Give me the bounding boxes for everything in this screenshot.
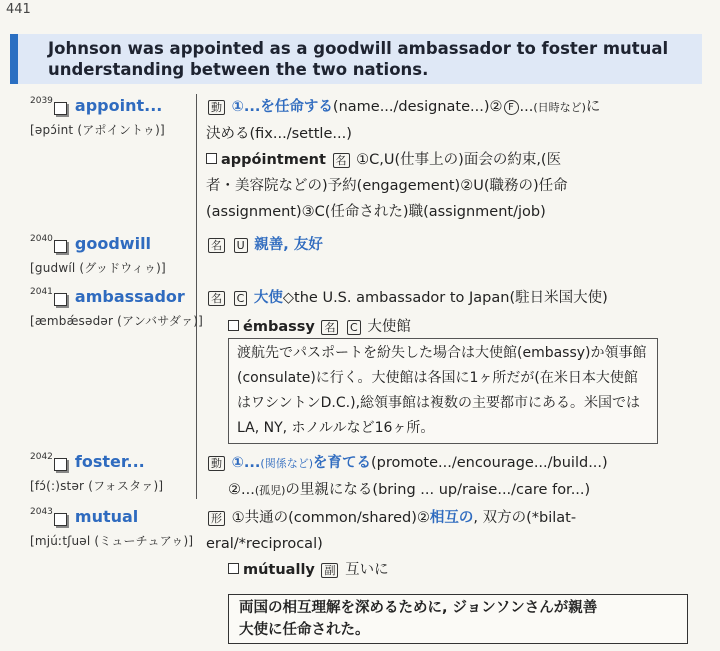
derivative-meaning-2: 者・美容院などの)予約(engagement)②U(職務の)任命 <box>206 178 568 194</box>
headword: appoint... <box>74 96 163 115</box>
entry-goodwill <box>30 234 166 276</box>
entry-number: 2041 <box>30 287 53 297</box>
example-sentence-banner <box>10 34 702 84</box>
meaning-2: の里親になる(bring ... up/raise.../care for...) <box>285 482 591 498</box>
entry-mutual <box>30 507 193 549</box>
pronunciation: [əpɔ́int (アポイントゥ)] <box>30 123 165 137</box>
meaning-1: ①共通の(common/shared)② <box>231 510 430 526</box>
checkbox-icon[interactable] <box>54 458 67 471</box>
pos-badge: 副 <box>321 563 338 578</box>
definition-appoint <box>206 94 706 225</box>
meaning-1: ①...を任命する <box>231 99 333 115</box>
entry-number: 2039 <box>30 96 53 106</box>
label-badge: U <box>234 238 248 253</box>
meaning-2-end: に <box>585 99 601 115</box>
definition-foster <box>206 450 706 504</box>
headword: ambassador <box>74 287 185 306</box>
meaning-2: 相互の <box>429 510 474 526</box>
synonyms-1: (promote.../encourage.../build...) <box>371 455 608 471</box>
pronunciation: [fɔ́(:)stər (フォスタァ)] <box>30 479 164 493</box>
note-small: (孤児) <box>254 484 286 497</box>
label-badge: C <box>347 320 361 335</box>
translation-line-2: 大使に任命された。 <box>239 622 370 638</box>
meaning-2-num: ②... <box>228 482 255 498</box>
definition-mutual <box>206 505 706 583</box>
label-badge: F <box>504 100 519 115</box>
pos-badge: 名 <box>321 320 338 335</box>
synonyms-1: (name.../designate...)② <box>332 99 503 115</box>
derivative-meaning-1: ①C,U(仕事上の)面会の約束,(医 <box>356 152 562 168</box>
derivative-meaning: 互いに <box>345 562 389 578</box>
checkbox-icon[interactable] <box>54 293 67 306</box>
derivative-meaning: 大使館 <box>367 319 411 335</box>
example: ◇the U.S. ambassador to Japan(駐日米国大使) <box>282 290 608 306</box>
derivative-word: mútually <box>243 562 315 578</box>
meaning: 大使 <box>253 290 283 306</box>
entry-number: 2042 <box>30 452 53 462</box>
checkbox-icon[interactable] <box>228 563 239 574</box>
meaning-1-num: ①... <box>231 455 261 471</box>
pos-badge: 名 <box>208 291 225 306</box>
checkbox-icon[interactable] <box>228 320 239 331</box>
meaning-2-line: 決める(fix.../settle...) <box>206 126 352 142</box>
pos-badge: 動 <box>208 456 225 471</box>
headword: mutual <box>74 507 139 526</box>
entry-ambassador <box>30 287 203 329</box>
checkbox-icon[interactable] <box>54 240 67 253</box>
entry-number: 2043 <box>30 507 53 517</box>
pronunciation: [æmbǽsədər (アンバサダァ)] <box>30 314 204 328</box>
meaning-2-rest: , 双方の(*bilat- <box>473 510 577 526</box>
meaning: 親善, 友好 <box>254 237 323 253</box>
headword: goodwill <box>74 234 152 253</box>
headword: foster... <box>74 452 145 471</box>
label-badge: C <box>234 291 248 306</box>
derivative-word: émbassy <box>243 319 315 335</box>
derivative-word: appóintment <box>221 152 326 168</box>
pos-badge: 動 <box>208 100 225 115</box>
meaning-2: ... <box>519 99 534 115</box>
page-number: 441 <box>6 2 31 17</box>
note-small: (関係など) <box>260 457 314 470</box>
pronunciation: [gudwíl (グッドウィゥ)] <box>30 261 166 275</box>
translation-line-1: 両国の相互理解を深めるために, ジョンソンさんが親善 <box>239 600 598 616</box>
note-small: (日時など) <box>533 101 586 114</box>
definition-ambassador <box>206 285 706 340</box>
note-box: 渡航先でパスポートを紛失した場合は大使館(embassy)か領事館(consulate)に行く。大使館は各国に1ヶ所だが(在米日本大使館はワシントンD.C.),総領事館は複数の主要都市にある。米国ではLA, NY, ホノルルなど16ヶ所。 <box>228 338 658 444</box>
entry-number: 2040 <box>30 234 53 244</box>
meaning-1: を育てる <box>313 455 372 471</box>
banner-line-2: understanding between the two nations. <box>48 60 429 79</box>
checkbox-icon[interactable] <box>54 513 67 526</box>
banner-line-1: Johnson was appointed as a goodwill ambassador to foster mutual <box>48 39 669 58</box>
checkbox-icon[interactable] <box>206 153 217 164</box>
checkbox-icon[interactable] <box>54 102 67 115</box>
entry-appoint <box>30 96 165 138</box>
pos-badge: 名 <box>208 238 225 253</box>
meaning-line-2: eral/*reciprocal) <box>206 536 323 552</box>
derivative-meaning-3: (assignment)③C(任命された)職(assignment/job) <box>206 204 546 220</box>
pronunciation: [mjúːtʃuəl (ミューチュアゥ)] <box>30 534 194 548</box>
translation-box <box>228 594 688 644</box>
pos-badge: 名 <box>333 153 350 168</box>
definition-goodwill <box>206 232 706 258</box>
pos-badge: 形 <box>208 511 225 526</box>
entry-foster <box>30 452 163 494</box>
